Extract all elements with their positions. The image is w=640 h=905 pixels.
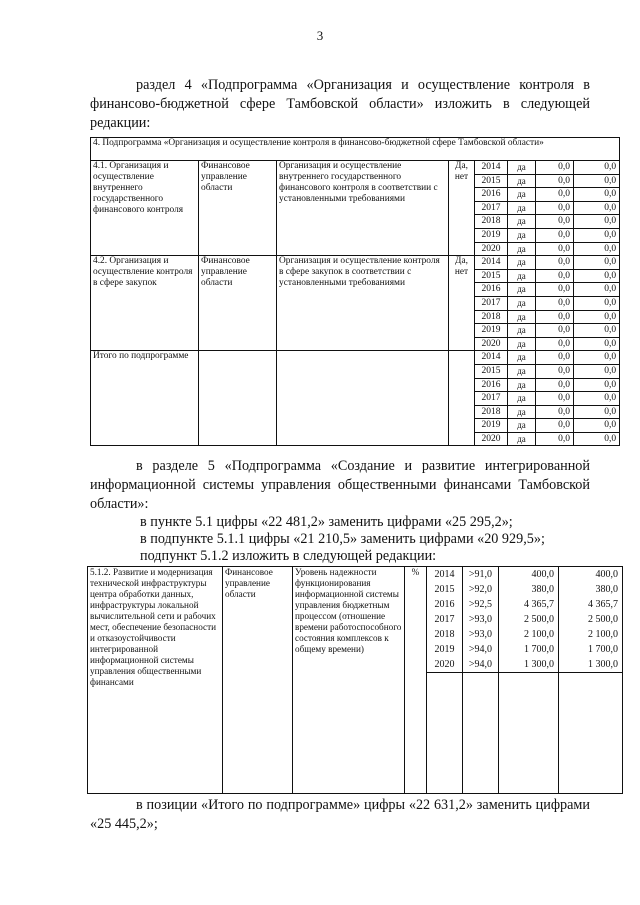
empty-cell [559, 703, 623, 718]
year-cell: 2016 [475, 378, 508, 392]
amount-total-cell: 0,0 [574, 392, 620, 406]
amount-cell: 0,0 [536, 174, 574, 188]
amount-cell: 0,0 [536, 188, 574, 202]
row-name-cell: 5.1.2. Развитие и модернизация технической инфраструктуры центра обработки данных, инфраструктуры локальной вычислительной сети и рабочих мест, обеспечение безопасности и отказоустойчивости интегрированной информационной системы управления общественными финансами [88, 567, 223, 794]
value-cell: да [508, 378, 536, 392]
year-cell: 2016 [475, 188, 508, 202]
empty-cell [463, 673, 499, 689]
amount-cell: 0,0 [536, 351, 574, 365]
value-cell: да [508, 432, 536, 446]
amount-total-cell: 4 365,7 [559, 597, 623, 612]
indicator-cell: Уровень надежности функционирования информационной системы управления бюджетным процессом (отношение времени работоспособного состояния комплексов к общему времени) [293, 567, 405, 794]
value-cell: да [508, 296, 536, 310]
value-cell: да [508, 337, 536, 351]
empty-cell [463, 733, 499, 748]
amount-cell: 0,0 [536, 432, 574, 446]
row-name-cell: 4.2. Организация и осуществление контроля в сфере закупок [91, 256, 199, 351]
value-cell: да [508, 228, 536, 242]
description-cell [277, 351, 449, 446]
empty-cell [427, 718, 463, 733]
amount-total-cell: 0,0 [574, 269, 620, 283]
value-cell: да [508, 364, 536, 378]
year-cell: 2017 [475, 392, 508, 406]
empty-cell [427, 748, 463, 763]
value-cell: да [508, 351, 536, 365]
amount-total-cell: 0,0 [574, 188, 620, 202]
target-cell: >93,0 [463, 612, 499, 627]
year-cell: 2019 [427, 642, 463, 657]
empty-cell [559, 688, 623, 703]
value-cell: да [508, 161, 536, 175]
year-cell: 2018 [475, 310, 508, 324]
amount-cell: 1 300,0 [499, 657, 559, 673]
empty-cell [559, 763, 623, 778]
amount-cell: 0,0 [536, 161, 574, 175]
amount-cell: 0,0 [536, 405, 574, 419]
year-cell: 2017 [427, 612, 463, 627]
amount-total-cell: 2 100,0 [559, 627, 623, 642]
amount-cell: 0,0 [536, 337, 574, 351]
amount-cell: 0,0 [536, 228, 574, 242]
year-cell: 2019 [475, 324, 508, 338]
amount-total-cell: 1 300,0 [559, 657, 623, 673]
amount-cell: 0,0 [536, 364, 574, 378]
amount-cell: 0,0 [536, 283, 574, 297]
amount-total-cell: 0,0 [574, 337, 620, 351]
target-cell: >91,0 [463, 567, 499, 583]
empty-cell [463, 718, 499, 733]
target-cell: >93,0 [463, 627, 499, 642]
value-cell: да [508, 324, 536, 338]
amount-total-cell: 400,0 [559, 567, 623, 583]
table-row [91, 351, 620, 365]
year-cell: 2015 [475, 269, 508, 283]
empty-cell [427, 703, 463, 718]
amount-total-cell: 0,0 [574, 215, 620, 229]
section5-line2: в подпункте 5.1.1 цифры «21 210,5» заменить цифрами «20 929,5»; [140, 531, 545, 547]
amount-cell: 0,0 [536, 201, 574, 215]
executor-cell: Финансовое управление области [199, 256, 277, 351]
empty-cell [427, 688, 463, 703]
amount-cell: 380,0 [499, 582, 559, 597]
subprogram-4-table [90, 137, 620, 446]
year-cell: 2017 [475, 201, 508, 215]
subprogram-5-1-2-table [87, 566, 623, 794]
amount-cell: 1 700,0 [499, 642, 559, 657]
amount-total-cell: 0,0 [574, 310, 620, 324]
value-cell: да [508, 242, 536, 256]
amount-total-cell: 0,0 [574, 405, 620, 419]
unit-cell: % [405, 567, 427, 794]
amount-cell: 0,0 [536, 392, 574, 406]
amount-cell: 0,0 [536, 296, 574, 310]
amount-cell: 2 100,0 [499, 627, 559, 642]
value-cell: да [508, 256, 536, 270]
empty-cell [499, 688, 559, 703]
year-cell: 2016 [427, 597, 463, 612]
empty-cell [499, 673, 559, 689]
year-cell: 2020 [475, 432, 508, 446]
amount-cell: 0,0 [536, 324, 574, 338]
empty-cell [463, 703, 499, 718]
amount-cell: 4 365,7 [499, 597, 559, 612]
section5-text: в разделе 5 «Подпрограмма «Создание и развитие интегрированной информационной системы управления общественными финансами Тамбовской области»: [90, 458, 590, 512]
year-cell: 2019 [475, 419, 508, 433]
amount-total-cell: 0,0 [574, 296, 620, 310]
target-cell: >92,0 [463, 582, 499, 597]
value-cell: да [508, 419, 536, 433]
executor-cell: Финансовое управление области [223, 567, 293, 794]
year-cell: 2015 [475, 364, 508, 378]
amount-cell: 0,0 [536, 310, 574, 324]
final-paragraph [90, 796, 590, 834]
amount-total-cell: 0,0 [574, 364, 620, 378]
empty-cell [559, 673, 623, 689]
section5-line1: в пункте 5.1 цифры «22 481,2» заменить цифрами «25 295,2»; [140, 514, 513, 530]
row-name-cell: Итого по подпрограмме [91, 351, 199, 446]
year-cell: 2015 [427, 582, 463, 597]
section5-line3: подпункт 5.1.2 изложить в следующей редакции: [140, 548, 437, 564]
table-row [91, 256, 620, 270]
row-name-cell: 4.1. Организация и осуществление внутреннего государственного финансового контроля [91, 161, 199, 256]
flag-cell [449, 351, 475, 446]
amount-total-cell: 0,0 [574, 432, 620, 446]
value-cell: да [508, 392, 536, 406]
value-cell: да [508, 310, 536, 324]
year-cell: 2014 [475, 256, 508, 270]
section5-paragraph [90, 457, 590, 514]
empty-cell [427, 763, 463, 778]
flag-cell: Да, нет [449, 161, 475, 256]
year-cell: 2018 [427, 627, 463, 642]
value-cell: да [508, 215, 536, 229]
value-cell: да [508, 269, 536, 283]
year-cell: 2016 [475, 283, 508, 297]
value-cell: да [508, 283, 536, 297]
empty-cell [559, 778, 623, 794]
value-cell: да [508, 188, 536, 202]
empty-cell [559, 718, 623, 733]
value-cell: да [508, 201, 536, 215]
empty-cell [427, 778, 463, 794]
table-row [91, 161, 620, 175]
empty-cell [559, 748, 623, 763]
intro-paragraph [90, 76, 590, 133]
executor-cell: Финансовое управление области [199, 161, 277, 256]
year-cell: 2020 [475, 337, 508, 351]
empty-cell [463, 763, 499, 778]
empty-cell [463, 778, 499, 794]
year-cell: 2014 [475, 351, 508, 365]
target-cell: >94,0 [463, 657, 499, 673]
empty-cell [499, 703, 559, 718]
amount-total-cell: 0,0 [574, 256, 620, 270]
description-cell: Организация и осуществление контроля в сфере закупок в соответствии с установленными требованиями [277, 256, 449, 351]
amount-cell: 0,0 [536, 215, 574, 229]
description-cell: Организация и осуществление внутреннего государственного финансового контроля в соответствии с установленными требованиями [277, 161, 449, 256]
amount-cell: 0,0 [536, 419, 574, 433]
amount-total-cell: 0,0 [574, 351, 620, 365]
value-cell: да [508, 405, 536, 419]
empty-cell [427, 733, 463, 748]
flag-cell: Да, нет [449, 256, 475, 351]
amount-total-cell: 0,0 [574, 174, 620, 188]
year-cell: 2020 [427, 657, 463, 673]
subprogram-5-1-2-table-body [88, 567, 623, 794]
final-text: в позиции «Итого по подпрограмме» цифры «22 631,2» заменить цифрами «25 445,2»; [90, 797, 590, 832]
intro-text: раздел 4 «Подпрограмма «Организация и осуществление контроля в финансово-бюджетной сфере Тамбовской области» изложить в следующей редакции: [90, 77, 590, 131]
year-cell: 2019 [475, 228, 508, 242]
empty-cell [463, 748, 499, 763]
amount-total-cell: 0,0 [574, 378, 620, 392]
amount-total-cell: 1 700,0 [559, 642, 623, 657]
amount-cell: 0,0 [536, 242, 574, 256]
empty-cell [499, 778, 559, 794]
amount-cell: 0,0 [536, 256, 574, 270]
page-number: 3 [316, 28, 324, 43]
amount-total-cell: 0,0 [574, 242, 620, 256]
subprogram-4-header: 4. Подпрограмма «Организация и осуществление контроля в финансово-бюджетной сфере Тамбовской области» [91, 138, 620, 161]
year-cell: 2014 [427, 567, 463, 583]
target-cell: >92,5 [463, 597, 499, 612]
year-cell: 2018 [475, 215, 508, 229]
amount-total-cell: 0,0 [574, 283, 620, 297]
amount-total-cell: 0,0 [574, 228, 620, 242]
subprogram-4-table-body [91, 138, 620, 446]
table-header-row [91, 138, 620, 161]
value-cell: да [508, 174, 536, 188]
year-cell: 2020 [475, 242, 508, 256]
empty-cell [499, 763, 559, 778]
year-cell: 2018 [475, 405, 508, 419]
amount-cell: 400,0 [499, 567, 559, 583]
amount-cell: 2 500,0 [499, 612, 559, 627]
year-cell: 2014 [475, 161, 508, 175]
empty-cell [463, 688, 499, 703]
amount-cell: 0,0 [536, 269, 574, 283]
amount-total-cell: 0,0 [574, 324, 620, 338]
executor-cell [199, 351, 277, 446]
year-cell: 2015 [475, 174, 508, 188]
amount-total-cell: 0,0 [574, 161, 620, 175]
empty-cell [427, 673, 463, 689]
amount-total-cell: 380,0 [559, 582, 623, 597]
empty-cell [499, 733, 559, 748]
empty-cell [499, 748, 559, 763]
empty-cell [499, 718, 559, 733]
amount-total-cell: 0,0 [574, 201, 620, 215]
amount-total-cell: 0,0 [574, 419, 620, 433]
amount-cell: 0,0 [536, 378, 574, 392]
table-row [88, 567, 623, 583]
target-cell: >94,0 [463, 642, 499, 657]
year-cell: 2017 [475, 296, 508, 310]
amount-total-cell: 2 500,0 [559, 612, 623, 627]
empty-cell [559, 733, 623, 748]
